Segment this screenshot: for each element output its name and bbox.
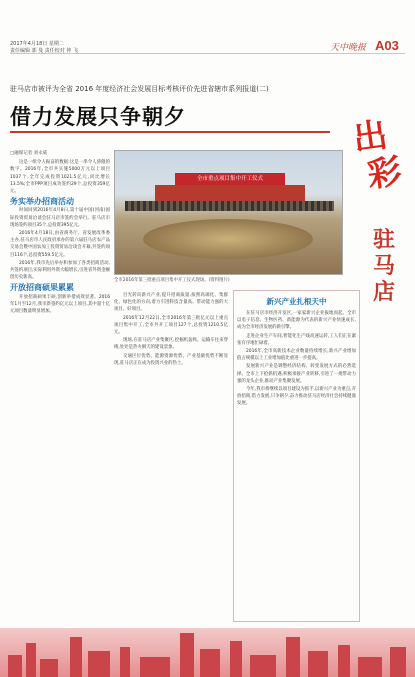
section-1-para-2: 2016年4月18日,由省商务厅、省发展改革委主办,驻马店市人民政府承办的第六届驻马店农产品交易会暨中国农加工投资贸易洽谈会开幕,共签约项目116个,总投资559.5亿元。 [10, 231, 110, 258]
middle-para-4: 交通区位优势、能源资源优势、产业基础优势不断显现,驻马店正在成为投资兴业的热土。 [114, 353, 228, 366]
skyline-footer-graphic [0, 628, 415, 677]
series-kicker: 驻马店市被评为全省 2016 年度经济社会发展目标考核评价先进省辖市系列报道(二) [10, 85, 269, 93]
middle-para-1: 目光转向新兴产业,提升招商质量,按照高端化、集群化、绿色化的方向,着力引进科技含量高、带动能力强的大项目、好项目。 [114, 293, 228, 313]
box-body [237, 310, 356, 409]
issue-date: 2017年4月18日 星期二 [10, 41, 64, 47]
calligraphy-char-2: 彩 [364, 151, 405, 196]
skyline-building [140, 657, 170, 677]
skyline-building [88, 651, 110, 677]
skyline-building [308, 651, 328, 677]
middle-para-2: 2016年12月22日,全市2016年第三批亿元以上重点项目集中开工,全市共开工项目127个,总投资1210.5亿元。 [114, 315, 228, 336]
skyline-building [40, 659, 58, 677]
newspaper-brand: 天中晚报 [330, 43, 367, 53]
box-title: 新兴产业扎根天中 [266, 297, 327, 306]
byline: □融媒记者 刘永威 [10, 151, 48, 156]
vertical-section-title [362, 228, 406, 306]
skyline-building [250, 655, 276, 677]
photo-banner: 全市重点项目集中开工仪式 [175, 173, 285, 185]
article-headline: 借力发展只争朝夕 [10, 105, 186, 129]
left-column [10, 150, 110, 620]
calligraphy-char-1: 出 [350, 115, 390, 160]
section-1-para-1: 时间回到2016年4月8日,第十届中国(河南)国际投资贸易洽谈会驻马店市签约会举行。驻马店市现场签约项目35个,总投资395亿元。 [10, 208, 110, 228]
middle-column [114, 292, 228, 622]
box-para-5: 今年,我市将继续以项目建设为抓手,以新兴产业为重点,开放招商,借力发展,只争朝夕,奋力推动驻马店经济社会持续健康发展。 [237, 387, 356, 407]
box-para-1: 在驻马店市经济开发区,一家家新兴企业拔地而起。全市以电子信息、生物医药、新能源为代表的新兴产业快速成长,成为全市经济发展的新引擎。 [237, 311, 356, 331]
page-number: A03 [375, 38, 399, 53]
vertical-char-2: 马 [372, 254, 395, 279]
box-para-2: 走进企业生产车间,智能化生产线高速运转,工人们正在紧张有序地忙碌着。 [237, 333, 356, 346]
skyline-building [390, 647, 406, 677]
vertical-char-3: 店 [372, 280, 395, 305]
skyline-building [8, 655, 22, 677]
skyline-building [180, 633, 194, 677]
skyline-building [120, 647, 130, 677]
skyline-building [338, 645, 350, 677]
middle-para-3: 现场,在驻马店产业集聚区,挖掘机轰鸣、运输车往来穿梭,处处是热火朝天的建设景象。 [114, 338, 228, 351]
box-para-4: 发展新兴产业是调整经济结构、转变发展方式的必然选择。全市上下抢抓机遇,积极承接产业转移,引进了一批带动力强的龙头企业,推动产业集聚发展。 [237, 364, 356, 384]
skyline-building [230, 641, 242, 677]
intro-paragraph: 这是一组令人振奋的数据:这是一串令人骄傲的数字。2016年,全市共实施5000万元以上项目1037个,全年完成投资1021.5亿元,同比增长13.5%;全市PPP项目成功签约29个,总投资359亿元。 [10, 160, 110, 195]
box-para-3: 2016年,全市高新技术企业数量持续增长,新兴产业增加值占规模以上工业增加值比重进一步提高。 [237, 349, 356, 362]
sidebar-box [233, 290, 360, 622]
vertical-char-1: 驻 [372, 228, 395, 253]
editor-credits: 责任编辑 郭 曼 责任校对 仲 飞 [10, 48, 78, 54]
section-heading-1: 务实举办招商活动 [10, 197, 74, 207]
section-1-para-3: 2016年,我市先后举办和参加了各类招商活动,共签约项目,实际利用外资大幅增长,引进省外资金额创历史新高。 [10, 260, 110, 281]
photo-caption: 全市2016年第三批重点项目集中开工仪式现场。(资料图片) [114, 278, 230, 283]
calligraphy-title [333, 113, 413, 198]
headline-rule [10, 131, 330, 133]
news-photo [114, 150, 343, 275]
skyline-building [200, 649, 220, 677]
section-2-para-1: 开放招商硕果丰硕,创新举措成效显著。2016年1月至12月,我市新签约亿元以上项目,其中超十亿元项目数量明显增加。 [10, 294, 110, 315]
section-heading-2: 开放招商硕果累累 [10, 283, 74, 293]
photo-foundation-pit [143, 219, 313, 259]
skyline-building [286, 637, 300, 677]
skyline-building [358, 657, 382, 677]
photo-crowd [125, 201, 334, 211]
skyline-building [26, 643, 36, 677]
skyline-building [70, 637, 82, 677]
